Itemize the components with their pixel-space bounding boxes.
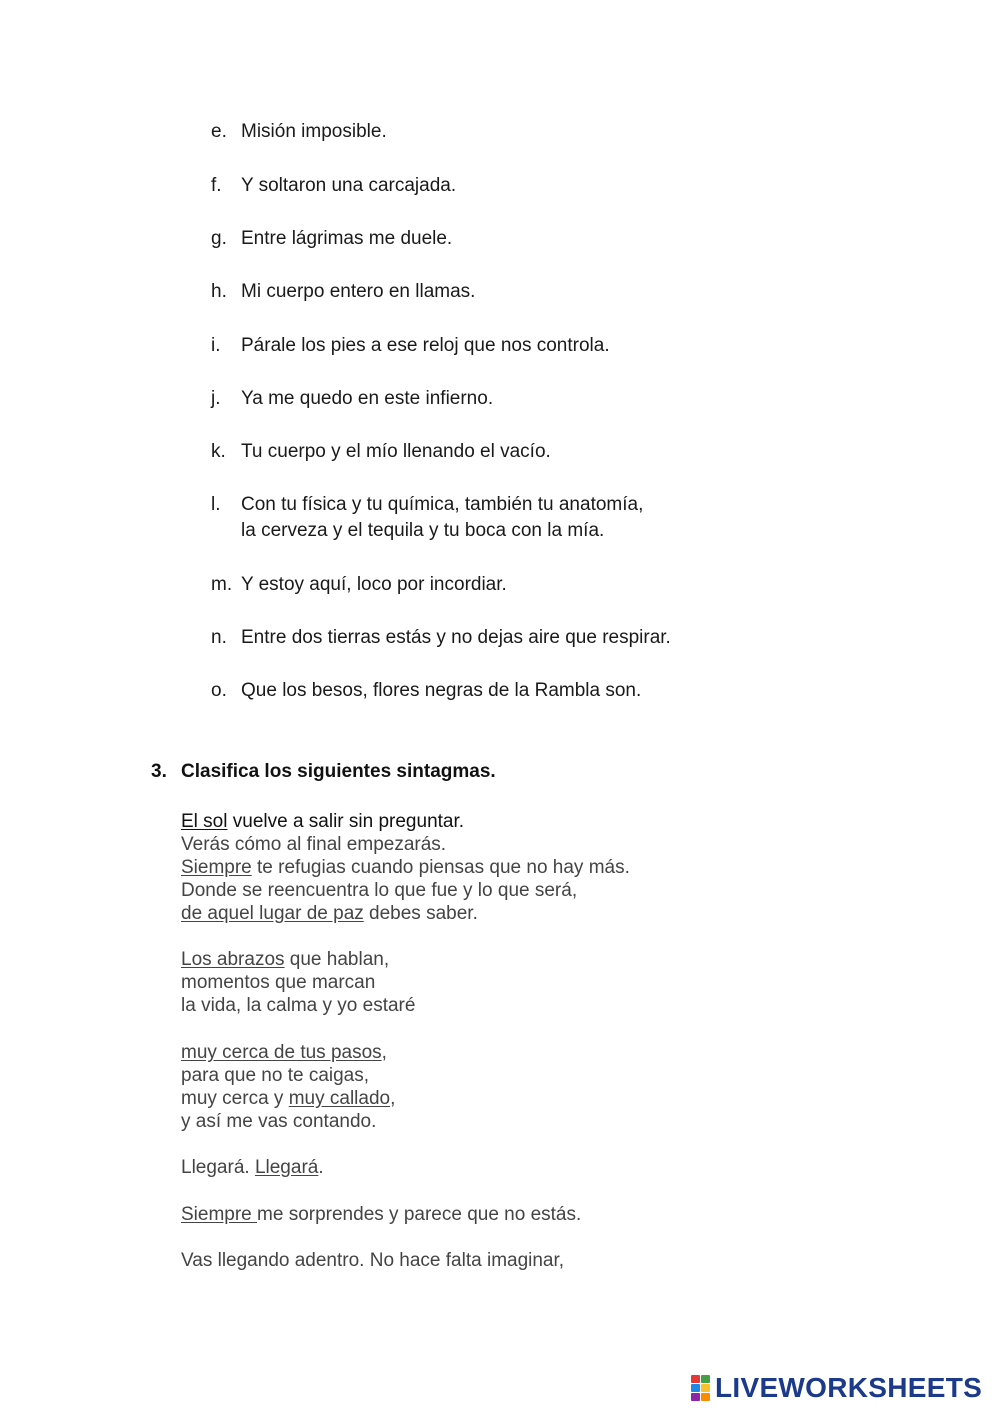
verse-line-6 (181, 948, 389, 971)
logo-tile (701, 1375, 710, 1383)
verse-text: para que no te caigas, (181, 1065, 370, 1086)
underlined-phrase: Siempre (181, 1204, 258, 1225)
verse-line-8 (181, 994, 415, 1017)
logo-tile (701, 1393, 710, 1401)
verse-line-9 (181, 1041, 387, 1064)
list-letter: h. (211, 281, 227, 302)
verse-text: debes saber. (363, 903, 478, 924)
underlined-phrase: de aquel lugar de paz (181, 903, 364, 924)
verse-text: Vas llegando adentro. No hace falta imaginar, (181, 1250, 565, 1271)
logo-text: LIVEWORKSHEETS (715, 1372, 983, 1403)
list-letter: e. (211, 121, 227, 142)
verse-text: , (390, 1088, 396, 1109)
verse-text: muy cerca y (181, 1088, 289, 1109)
verse-line-11 (181, 1087, 395, 1110)
verse-text: Donde se reencuentra lo que fue y lo que será, (181, 880, 578, 901)
underlined-phrase: muy callado (288, 1088, 391, 1109)
verse-line-1 (181, 810, 464, 833)
list-letter: l. (211, 494, 221, 515)
logo-tile (691, 1375, 700, 1383)
verse-line-13 (181, 1156, 324, 1179)
list-text: Entre lágrimas me duele. (241, 228, 453, 249)
list-text: Misión imposible. (241, 121, 387, 142)
list-text: Con tu física y tu química, también tu anatomía, (241, 494, 644, 515)
verse-text: la vida, la calma y yo estaré (181, 995, 416, 1016)
verse-line-5 (181, 902, 478, 925)
list-text: Ya me quedo en este infierno. (241, 388, 494, 409)
underlined-phrase: muy cerca de tus pasos (181, 1042, 382, 1063)
verse-text: vuelve a salir sin preguntar. (227, 811, 465, 832)
list-text: Tu cuerpo y el mío llenando el vacío. (241, 441, 551, 462)
list-text: Mi cuerpo entero en llamas. (241, 281, 476, 302)
list-text: Y estoy aquí, loco por incordiar. (241, 574, 507, 595)
verse-line-14 (181, 1203, 581, 1226)
verse-text: y así me vas contando. (181, 1111, 377, 1132)
logo-tile (701, 1384, 710, 1392)
list-letter: n. (211, 627, 227, 648)
verse-text: , (381, 1042, 387, 1063)
verse-text: que hablan, (284, 949, 390, 970)
verse-text: . (318, 1157, 324, 1178)
list-text-line-2: la cerveza y el tequila y tu boca con la mía. (241, 520, 605, 541)
verse-line-3 (181, 856, 630, 879)
list-letter: g. (211, 228, 227, 249)
section-title: Clasifica los siguientes sintagmas. (181, 761, 496, 782)
list-letter: o. (211, 680, 227, 701)
verse-line-12 (181, 1110, 376, 1133)
verse-line-15 (181, 1249, 564, 1272)
verse-line-7 (181, 971, 375, 994)
verse-line-4 (181, 879, 577, 902)
underlined-phrase: El sol (181, 811, 228, 832)
list-letter: k. (211, 441, 226, 462)
verse-text: te refugias cuando piensas que no hay más. (251, 857, 630, 878)
verse-text: Llegará. (181, 1157, 255, 1178)
logo-tile (691, 1384, 700, 1392)
list-text: Que los besos, flores negras de la Rambla son. (241, 680, 642, 701)
logo-tile (691, 1393, 700, 1401)
list-text: Entre dos tierras estás y no dejas aire que respirar. (241, 627, 671, 648)
list-text: Y soltaron una carcajada. (241, 175, 457, 196)
list-letter: m. (211, 574, 233, 595)
verse-text: me sorprendes y parece que no estás. (257, 1204, 582, 1225)
underlined-phrase: Los abrazos (181, 949, 285, 970)
underlined-phrase: Siempre (181, 857, 252, 878)
underlined-phrase: Llegará (254, 1157, 319, 1178)
liveworksheets-logo[interactable] (691, 1373, 982, 1403)
verse-text: momentos que marcan (181, 972, 376, 993)
logo-tiles-icon (691, 1375, 711, 1401)
verse-line-2 (181, 833, 446, 856)
section-number: 3. (151, 761, 167, 782)
verse-line-10 (181, 1064, 369, 1087)
list-letter: i. (211, 335, 221, 356)
list-text: Párale los pies a ese reloj que nos controla. (241, 335, 610, 356)
list-letter: f. (211, 175, 222, 196)
list-letter: j. (211, 388, 221, 409)
verse-text: Verás cómo al final empezarás. (181, 834, 447, 855)
